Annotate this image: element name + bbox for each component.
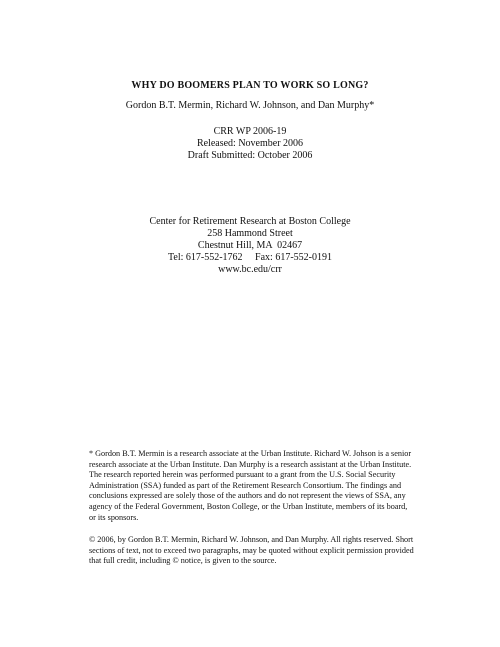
paper-authors: Gordon B.T. Mermin, Richard W. Johnson, and Dan Murphy*	[125, 100, 375, 111]
copyright-notice: © 2006, by Gordon B.T. Mermin, Richard W. Johnson, and Dan Murphy. All rights reserved. Short sections of text, not to exceed two paragraphs, may be quoted without explicit permission provided that full credit, including © notice, is given to the source.	[89, 535, 414, 566]
release-date: Released: November 2006	[196, 138, 304, 149]
center-address	[0, 216, 500, 276]
paper-title: WHY DO BOOMERS PLAN TO WORK SO LONG?	[131, 80, 369, 91]
working-paper-info	[0, 126, 500, 162]
center-city: Chestnut Hill, MA 02467	[197, 240, 303, 251]
center-street: 258 Hammond Street	[207, 228, 293, 239]
center-name: Center for Retirement Research at Boston College	[149, 216, 351, 227]
working-paper-number: CRR WP 2006-19	[213, 126, 287, 137]
draft-submitted-date: Draft Submitted: October 2006	[187, 150, 313, 161]
center-website: www.bc.edu/crr	[218, 264, 282, 275]
author-footnote: * Gordon B.T. Mermin is a research associate at the Urban Institute. Richard W. Johson is a senior research associate at the Urban Institute. Dan Murphy is a research assistant at the Urban Institute. The research reported herein was performed pursuant to a grant from the U.S. Social Security Administration (SSA) funded as part of the Retirement Research Consortium. The findings and conclusions expressed are solely those of the authors and do not represent the views of SSA, any agency of the Federal Government, Boston College, or the Urban Institute, members of its board, or its sponsors.	[89, 449, 412, 522]
center-phone-fax: Tel: 617-552-1762 Fax: 617-552-0191	[167, 252, 332, 263]
